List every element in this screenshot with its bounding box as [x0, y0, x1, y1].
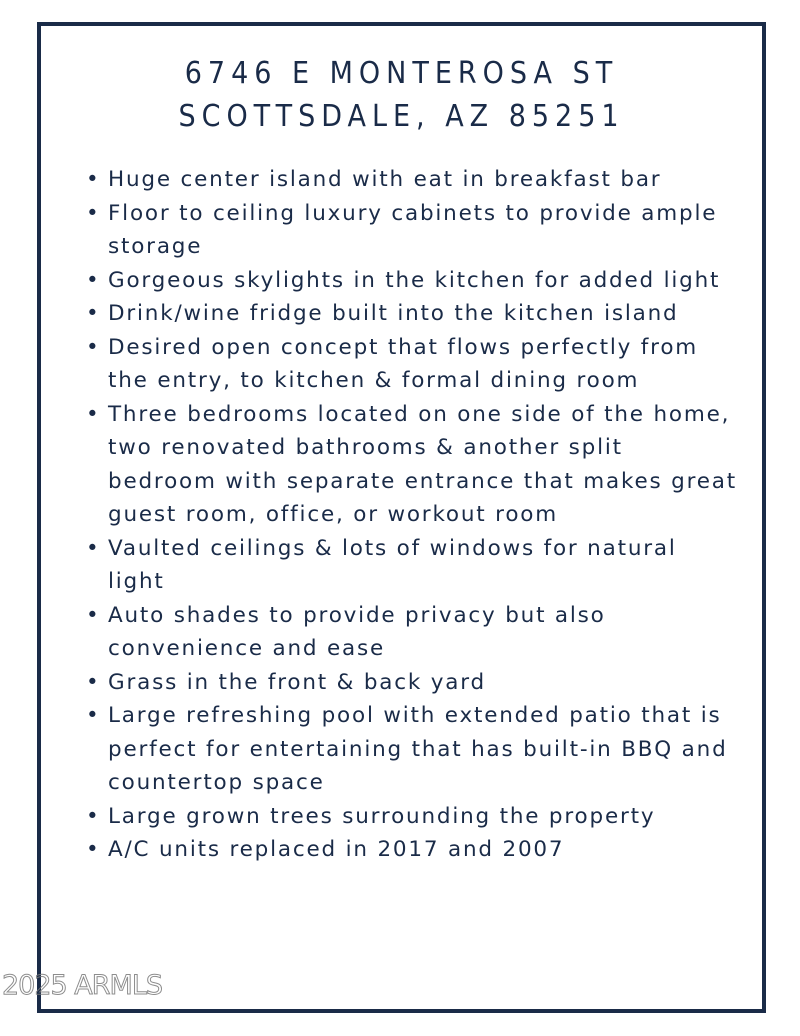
feature-item [80, 264, 740, 298]
feature-text: Gorgeous skylights in the kitchen for added light [108, 267, 721, 293]
feature-text: Auto shades to provide privacy but also convenience and ease [108, 602, 606, 661]
feature-item [80, 331, 740, 398]
feature-item [80, 532, 740, 599]
feature-item [80, 163, 740, 197]
feature-item [80, 398, 740, 532]
feature-text: Floor to ceiling luxury cabinets to provide ample storage [108, 200, 718, 259]
feature-text: Large grown trees surrounding the property [108, 803, 656, 829]
bullet-icon: • [86, 301, 101, 326]
feature-item [80, 833, 740, 867]
feature-text: Drink/wine fridge built into the kitchen island [108, 301, 679, 326]
bullet-icon: • [86, 703, 101, 728]
feature-text: Huge center island with eat in breakfast bar [108, 167, 662, 192]
feature-item [80, 599, 740, 666]
feature-text: Large refreshing pool with extended patio that is perfect for entertaining that has built-in BBQ and countertop space [108, 703, 728, 795]
feature-item [80, 197, 740, 264]
bullet-icon: • [86, 401, 101, 427]
bullet-icon: • [86, 200, 101, 226]
bullet-icon: • [86, 535, 101, 561]
copyright-watermark: 2025 ARMLS [2, 970, 163, 1001]
bullet-icon: • [86, 167, 101, 192]
feature-list [80, 163, 740, 867]
bullet-icon: • [86, 267, 101, 293]
bullet-icon: • [86, 334, 101, 360]
feature-item [80, 297, 740, 331]
feature-text: Desired open concept that flows perfectly from the entry, to kitchen & formal dining room [108, 334, 699, 393]
feature-item [80, 666, 740, 700]
bullet-icon: • [86, 602, 101, 628]
property-address [37, 52, 766, 138]
address-line-2: SCOTTSDALE, AZ 85251 [178, 99, 625, 134]
feature-text: Grass in the front & back yard [108, 669, 486, 695]
feature-text: Vaulted ceilings & lots of windows for natural light [108, 535, 677, 594]
address-line-1: 6746 E MONTEROSA ST [184, 56, 619, 91]
feature-text: Three bedrooms located on one side of the home, two renovated bathrooms & another split bedroom with separate entrance that makes great guest room, office, or workout room [108, 401, 737, 527]
feature-item [80, 800, 740, 834]
bullet-icon: • [86, 837, 101, 862]
bullet-icon: • [86, 669, 101, 695]
bullet-icon: • [86, 803, 101, 829]
feature-text: A/C units replaced in 2017 and 2007 [108, 837, 565, 862]
feature-item [80, 699, 740, 800]
